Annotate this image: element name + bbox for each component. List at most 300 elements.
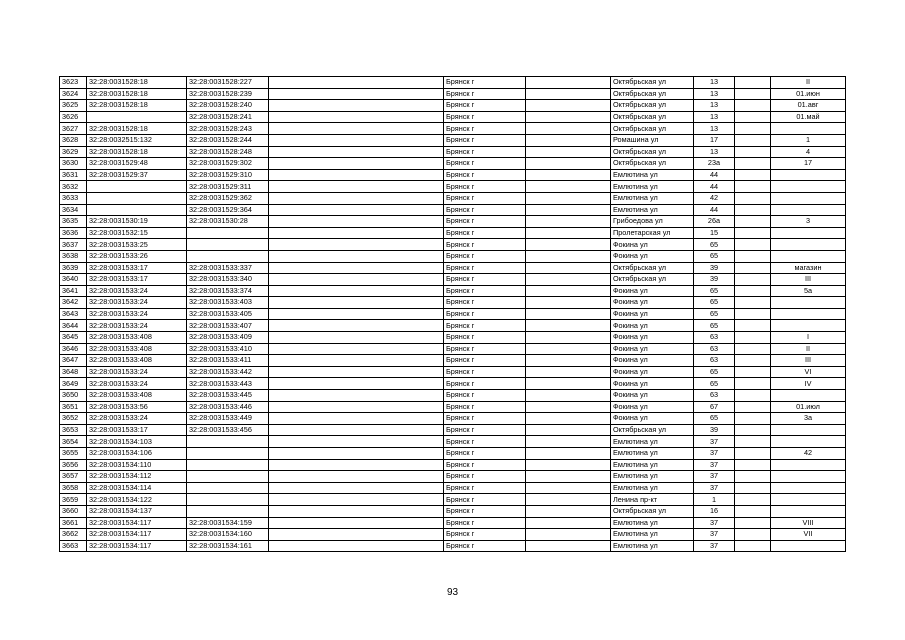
blank-cell-b — [526, 517, 611, 529]
blank-cell-b — [526, 250, 611, 262]
apartment-cell — [771, 308, 846, 320]
blank-cell-b — [526, 308, 611, 320]
apartment-cell: 01.май — [771, 111, 846, 123]
house-cell: 65 — [694, 285, 735, 297]
city-cell: Брянск г — [444, 320, 526, 332]
table-row — [60, 366, 846, 378]
object-cadastral-cell: 32:28:0031530:28 — [187, 216, 269, 228]
object-cadastral-cell: 32:28:0031528:244 — [187, 134, 269, 146]
blank-cell-a — [269, 262, 444, 274]
house-cell: 13 — [694, 88, 735, 100]
blank-cell-c — [735, 413, 771, 425]
object-cadastral-cell — [187, 459, 269, 471]
blank-cell-c — [735, 158, 771, 170]
blank-cell-c — [735, 494, 771, 506]
blank-cell-c — [735, 111, 771, 123]
object-cadastral-cell — [187, 448, 269, 460]
table-row — [60, 378, 846, 390]
object-cadastral-cell — [187, 250, 269, 262]
parcel-cadastral-cell: 32:28:0031533:56 — [87, 401, 187, 413]
street-cell: Октябрьская ул — [611, 146, 694, 158]
street-cell: Пролетарская ул — [611, 227, 694, 239]
blank-cell-a — [269, 88, 444, 100]
object-cadastral-cell: 32:28:0031533:340 — [187, 274, 269, 286]
row-number-cell: 3626 — [60, 111, 87, 123]
object-cadastral-cell: 32:28:0031534:160 — [187, 529, 269, 541]
parcel-cadastral-cell: 32:28:0031529:48 — [87, 158, 187, 170]
row-number-cell: 3639 — [60, 262, 87, 274]
city-cell: Брянск г — [444, 227, 526, 239]
blank-cell-c — [735, 308, 771, 320]
house-cell: 26а — [694, 216, 735, 228]
blank-cell-b — [526, 134, 611, 146]
blank-cell-b — [526, 459, 611, 471]
table-row — [60, 204, 846, 216]
table-row — [60, 332, 846, 344]
row-number-cell: 3627 — [60, 123, 87, 135]
register-table-body — [60, 77, 846, 552]
city-cell: Брянск г — [444, 285, 526, 297]
house-cell: 44 — [694, 181, 735, 193]
object-cadastral-cell: 32:28:0031533:337 — [187, 262, 269, 274]
house-cell: 13 — [694, 111, 735, 123]
street-cell: Фокина ул — [611, 320, 694, 332]
row-number-cell: 3653 — [60, 424, 87, 436]
blank-cell-a — [269, 320, 444, 332]
street-cell: Ромашина ул — [611, 134, 694, 146]
city-cell: Брянск г — [444, 471, 526, 483]
parcel-cadastral-cell: 32:28:0031534:117 — [87, 540, 187, 552]
table-row — [60, 494, 846, 506]
parcel-cadastral-cell: 32:28:0031533:24 — [87, 297, 187, 309]
blank-cell-c — [735, 262, 771, 274]
apartment-cell: VI — [771, 366, 846, 378]
table-row — [60, 436, 846, 448]
blank-cell-c — [735, 181, 771, 193]
table-row — [60, 459, 846, 471]
object-cadastral-cell: 32:28:0031533:456 — [187, 424, 269, 436]
blank-cell-b — [526, 158, 611, 170]
blank-cell-a — [269, 448, 444, 460]
blank-cell-b — [526, 413, 611, 425]
house-cell: 37 — [694, 436, 735, 448]
blank-cell-c — [735, 505, 771, 517]
house-cell: 13 — [694, 100, 735, 112]
object-cadastral-cell: 32:28:0031528:248 — [187, 146, 269, 158]
street-cell: Октябрьская ул — [611, 111, 694, 123]
street-cell: Октябрьская ул — [611, 274, 694, 286]
house-cell: 37 — [694, 448, 735, 460]
row-number-cell: 3657 — [60, 471, 87, 483]
apartment-cell: I — [771, 332, 846, 344]
street-cell: Фокина ул — [611, 239, 694, 251]
blank-cell-b — [526, 204, 611, 216]
table-row — [60, 111, 846, 123]
city-cell: Брянск г — [444, 169, 526, 181]
house-cell: 67 — [694, 401, 735, 413]
street-cell: Фокина ул — [611, 343, 694, 355]
object-cadastral-cell: 32:28:0031533:442 — [187, 366, 269, 378]
city-cell: Брянск г — [444, 77, 526, 89]
table-row — [60, 540, 846, 552]
table-row — [60, 216, 846, 228]
object-cadastral-cell — [187, 436, 269, 448]
street-cell: Емлютина ул — [611, 192, 694, 204]
object-cadastral-cell: 32:28:0031529:302 — [187, 158, 269, 170]
parcel-cadastral-cell: 32:28:0031534:117 — [87, 529, 187, 541]
row-number-cell: 3658 — [60, 482, 87, 494]
house-cell: 44 — [694, 204, 735, 216]
parcel-cadastral-cell: 32:28:0031533:17 — [87, 262, 187, 274]
row-number-cell: 3638 — [60, 250, 87, 262]
blank-cell-b — [526, 390, 611, 402]
row-number-cell: 3662 — [60, 529, 87, 541]
object-cadastral-cell: 32:28:0031533:409 — [187, 332, 269, 344]
blank-cell-b — [526, 401, 611, 413]
object-cadastral-cell: 32:28:0031529:311 — [187, 181, 269, 193]
row-number-cell: 3634 — [60, 204, 87, 216]
house-cell: 37 — [694, 517, 735, 529]
blank-cell-c — [735, 320, 771, 332]
parcel-cadastral-cell: 32:28:0031534:103 — [87, 436, 187, 448]
house-cell: 37 — [694, 471, 735, 483]
blank-cell-a — [269, 146, 444, 158]
row-number-cell: 3646 — [60, 343, 87, 355]
object-cadastral-cell: 32:28:0031529:364 — [187, 204, 269, 216]
parcel-cadastral-cell — [87, 204, 187, 216]
apartment-cell — [771, 239, 846, 251]
house-cell: 39 — [694, 424, 735, 436]
row-number-cell: 3659 — [60, 494, 87, 506]
blank-cell-c — [735, 517, 771, 529]
street-cell: Емлютина ул — [611, 459, 694, 471]
blank-cell-b — [526, 343, 611, 355]
house-cell: 13 — [694, 77, 735, 89]
table-row — [60, 88, 846, 100]
parcel-cadastral-cell: 32:28:0032515:132 — [87, 134, 187, 146]
table-row — [60, 77, 846, 89]
apartment-cell: 01.июл — [771, 401, 846, 413]
object-cadastral-cell: 32:28:0031533:445 — [187, 390, 269, 402]
blank-cell-c — [735, 482, 771, 494]
parcel-cadastral-cell: 32:28:0031533:24 — [87, 413, 187, 425]
blank-cell-c — [735, 216, 771, 228]
object-cadastral-cell — [187, 227, 269, 239]
object-cadastral-cell: 32:28:0031533:405 — [187, 308, 269, 320]
blank-cell-a — [269, 413, 444, 425]
blank-cell-a — [269, 529, 444, 541]
blank-cell-b — [526, 77, 611, 89]
blank-cell-c — [735, 250, 771, 262]
blank-cell-a — [269, 158, 444, 170]
row-number-cell: 3629 — [60, 146, 87, 158]
street-cell: Фокина ул — [611, 355, 694, 367]
house-cell: 42 — [694, 192, 735, 204]
street-cell: Емлютина ул — [611, 436, 694, 448]
apartment-cell — [771, 505, 846, 517]
house-cell: 15 — [694, 227, 735, 239]
row-number-cell: 3647 — [60, 355, 87, 367]
table-row — [60, 192, 846, 204]
city-cell: Брянск г — [444, 343, 526, 355]
blank-cell-b — [526, 274, 611, 286]
city-cell: Брянск г — [444, 401, 526, 413]
blank-cell-c — [735, 424, 771, 436]
parcel-cadastral-cell: 32:28:0031533:408 — [87, 390, 187, 402]
blank-cell-b — [526, 239, 611, 251]
blank-cell-a — [269, 250, 444, 262]
parcel-cadastral-cell: 32:28:0031528:18 — [87, 146, 187, 158]
street-cell: Емлютина ул — [611, 540, 694, 552]
blank-cell-a — [269, 285, 444, 297]
object-cadastral-cell: 32:28:0031533:407 — [187, 320, 269, 332]
object-cadastral-cell — [187, 494, 269, 506]
street-cell: Фокина ул — [611, 413, 694, 425]
street-cell: Грибоедова ул — [611, 216, 694, 228]
apartment-cell: 42 — [771, 448, 846, 460]
apartment-cell — [771, 494, 846, 506]
object-cadastral-cell: 32:28:0031528:240 — [187, 100, 269, 112]
blank-cell-b — [526, 285, 611, 297]
table-row — [60, 250, 846, 262]
blank-cell-b — [526, 540, 611, 552]
row-number-cell: 3640 — [60, 274, 87, 286]
object-cadastral-cell — [187, 239, 269, 251]
row-number-cell: 3633 — [60, 192, 87, 204]
street-cell: Фокина ул — [611, 366, 694, 378]
apartment-cell — [771, 424, 846, 436]
street-cell: Фокина ул — [611, 308, 694, 320]
apartment-cell — [771, 459, 846, 471]
apartment-cell: IV — [771, 378, 846, 390]
blank-cell-a — [269, 169, 444, 181]
blank-cell-c — [735, 378, 771, 390]
row-number-cell: 3654 — [60, 436, 87, 448]
city-cell: Брянск г — [444, 517, 526, 529]
blank-cell-c — [735, 146, 771, 158]
blank-cell-c — [735, 88, 771, 100]
table-row — [60, 529, 846, 541]
house-cell: 37 — [694, 459, 735, 471]
house-cell: 17 — [694, 134, 735, 146]
house-cell: 39 — [694, 274, 735, 286]
blank-cell-a — [269, 401, 444, 413]
parcel-cadastral-cell: 32:28:0031534:137 — [87, 505, 187, 517]
object-cadastral-cell — [187, 505, 269, 517]
row-number-cell: 3663 — [60, 540, 87, 552]
object-cadastral-cell: 32:28:0031528:227 — [187, 77, 269, 89]
blank-cell-a — [269, 378, 444, 390]
blank-cell-b — [526, 529, 611, 541]
parcel-cadastral-cell: 32:28:0031533:24 — [87, 366, 187, 378]
blank-cell-b — [526, 424, 611, 436]
blank-cell-a — [269, 308, 444, 320]
blank-cell-a — [269, 390, 444, 402]
city-cell: Брянск г — [444, 204, 526, 216]
parcel-cadastral-cell: 32:28:0031534:117 — [87, 517, 187, 529]
street-cell: Октябрьская ул — [611, 424, 694, 436]
row-number-cell: 3631 — [60, 169, 87, 181]
blank-cell-b — [526, 332, 611, 344]
blank-cell-c — [735, 77, 771, 89]
blank-cell-c — [735, 390, 771, 402]
table-row — [60, 297, 846, 309]
apartment-cell: III — [771, 274, 846, 286]
object-cadastral-cell: 32:28:0031533:410 — [187, 343, 269, 355]
blank-cell-b — [526, 227, 611, 239]
house-cell: 65 — [694, 239, 735, 251]
object-cadastral-cell: 32:28:0031528:239 — [187, 88, 269, 100]
row-number-cell: 3641 — [60, 285, 87, 297]
object-cadastral-cell: 32:28:0031533:443 — [187, 378, 269, 390]
city-cell: Брянск г — [444, 158, 526, 170]
row-number-cell: 3630 — [60, 158, 87, 170]
city-cell: Брянск г — [444, 274, 526, 286]
blank-cell-a — [269, 134, 444, 146]
blank-cell-c — [735, 459, 771, 471]
blank-cell-b — [526, 216, 611, 228]
blank-cell-b — [526, 123, 611, 135]
table-row — [60, 239, 846, 251]
blank-cell-a — [269, 192, 444, 204]
table-row — [60, 274, 846, 286]
city-cell: Брянск г — [444, 436, 526, 448]
row-number-cell: 3655 — [60, 448, 87, 460]
apartment-cell — [771, 169, 846, 181]
city-cell: Брянск г — [444, 494, 526, 506]
apartment-cell: III — [771, 355, 846, 367]
blank-cell-b — [526, 436, 611, 448]
city-cell: Брянск г — [444, 88, 526, 100]
house-cell: 37 — [694, 540, 735, 552]
city-cell: Брянск г — [444, 146, 526, 158]
parcel-cadastral-cell: 32:28:0031533:24 — [87, 285, 187, 297]
city-cell: Брянск г — [444, 505, 526, 517]
house-cell: 1 — [694, 494, 735, 506]
parcel-cadastral-cell: 32:28:0031528:18 — [87, 77, 187, 89]
object-cadastral-cell: 32:28:0031533:411 — [187, 355, 269, 367]
city-cell: Брянск г — [444, 297, 526, 309]
blank-cell-c — [735, 540, 771, 552]
table-row — [60, 424, 846, 436]
parcel-cadastral-cell — [87, 111, 187, 123]
apartment-cell: II — [771, 77, 846, 89]
blank-cell-b — [526, 471, 611, 483]
row-number-cell: 3623 — [60, 77, 87, 89]
apartment-cell: магазин — [771, 262, 846, 274]
blank-cell-c — [735, 192, 771, 204]
object-cadastral-cell: 32:28:0031528:241 — [187, 111, 269, 123]
blank-cell-c — [735, 227, 771, 239]
apartment-cell: 3а — [771, 413, 846, 425]
house-cell: 37 — [694, 529, 735, 541]
table-row — [60, 100, 846, 112]
row-number-cell: 3625 — [60, 100, 87, 112]
city-cell: Брянск г — [444, 355, 526, 367]
city-cell: Брянск г — [444, 413, 526, 425]
house-cell: 65 — [694, 308, 735, 320]
table-row — [60, 146, 846, 158]
parcel-cadastral-cell: 32:28:0031528:18 — [87, 88, 187, 100]
street-cell: Фокина ул — [611, 401, 694, 413]
apartment-cell — [771, 320, 846, 332]
house-cell: 65 — [694, 297, 735, 309]
row-number-cell: 3628 — [60, 134, 87, 146]
house-cell: 65 — [694, 250, 735, 262]
object-cadastral-cell: 32:28:0031529:362 — [187, 192, 269, 204]
street-cell: Фокина ул — [611, 378, 694, 390]
blank-cell-a — [269, 436, 444, 448]
blank-cell-b — [526, 181, 611, 193]
blank-cell-b — [526, 88, 611, 100]
street-cell: Емлютина ул — [611, 517, 694, 529]
blank-cell-c — [735, 355, 771, 367]
blank-cell-b — [526, 169, 611, 181]
blank-cell-a — [269, 216, 444, 228]
table-row — [60, 181, 846, 193]
city-cell: Брянск г — [444, 123, 526, 135]
row-number-cell: 3643 — [60, 308, 87, 320]
parcel-cadastral-cell: 32:28:0031533:17 — [87, 424, 187, 436]
street-cell: Октябрьская ул — [611, 158, 694, 170]
table-row — [60, 482, 846, 494]
parcel-cadastral-cell: 32:28:0031534:122 — [87, 494, 187, 506]
table-row — [60, 134, 846, 146]
blank-cell-c — [735, 366, 771, 378]
house-cell: 13 — [694, 123, 735, 135]
blank-cell-b — [526, 494, 611, 506]
parcel-cadastral-cell: 32:28:0031530:19 — [87, 216, 187, 228]
house-cell: 63 — [694, 343, 735, 355]
table-row — [60, 448, 846, 460]
row-number-cell: 3645 — [60, 332, 87, 344]
city-cell: Брянск г — [444, 134, 526, 146]
city-cell: Брянск г — [444, 262, 526, 274]
city-cell: Брянск г — [444, 366, 526, 378]
blank-cell-a — [269, 471, 444, 483]
blank-cell-b — [526, 448, 611, 460]
apartment-cell — [771, 227, 846, 239]
blank-cell-a — [269, 77, 444, 89]
blank-cell-c — [735, 297, 771, 309]
house-cell: 65 — [694, 320, 735, 332]
object-cadastral-cell — [187, 482, 269, 494]
row-number-cell: 3648 — [60, 366, 87, 378]
parcel-cadastral-cell: 32:28:0031529:37 — [87, 169, 187, 181]
blank-cell-c — [735, 274, 771, 286]
object-cadastral-cell — [187, 471, 269, 483]
table-row — [60, 413, 846, 425]
parcel-cadastral-cell: 32:28:0031534:106 — [87, 448, 187, 460]
house-cell: 65 — [694, 378, 735, 390]
blank-cell-a — [269, 540, 444, 552]
house-cell: 39 — [694, 262, 735, 274]
city-cell: Брянск г — [444, 308, 526, 320]
blank-cell-c — [735, 332, 771, 344]
blank-cell-a — [269, 204, 444, 216]
street-cell: Октябрьская ул — [611, 88, 694, 100]
blank-cell-b — [526, 505, 611, 517]
row-number-cell: 3650 — [60, 390, 87, 402]
row-number-cell: 3632 — [60, 181, 87, 193]
street-cell: Октябрьская ул — [611, 100, 694, 112]
city-cell: Брянск г — [444, 332, 526, 344]
parcel-cadastral-cell: 32:28:0031533:24 — [87, 320, 187, 332]
row-number-cell: 3656 — [60, 459, 87, 471]
city-cell: Брянск г — [444, 239, 526, 251]
row-number-cell: 3652 — [60, 413, 87, 425]
street-cell: Емлютина ул — [611, 204, 694, 216]
